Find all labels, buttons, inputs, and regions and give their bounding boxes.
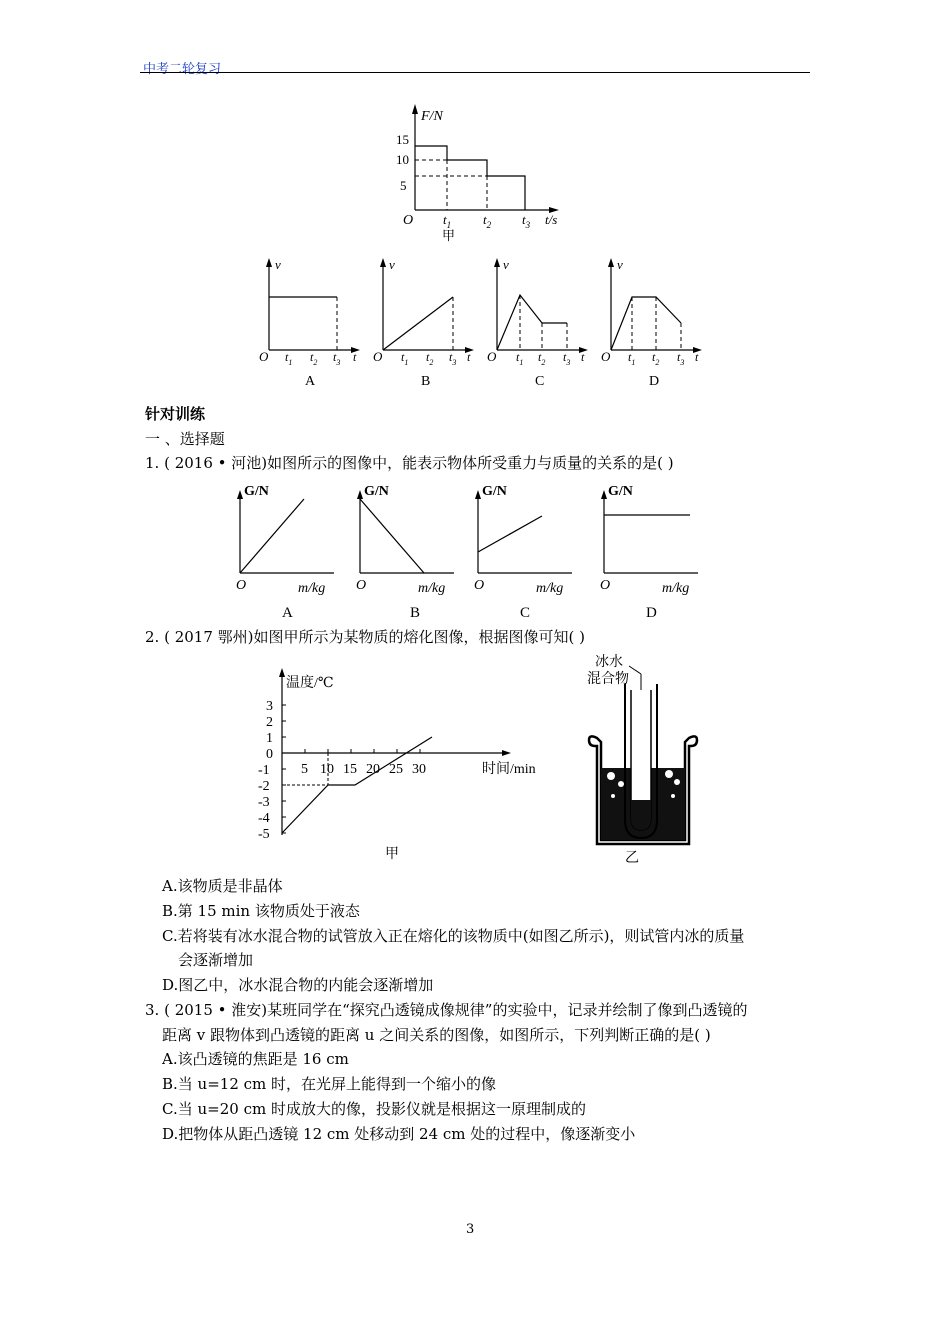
x-tick-label: 25: [389, 762, 403, 777]
m-axis-label: m/kg: [298, 581, 326, 596]
section-subtitle: 一 、选择题: [145, 430, 225, 448]
question-1-stem: 1. ( 2016 • 河池)如图所示的图像中，能表示物体所受重力与质量的关系的是( ): [145, 454, 674, 472]
tick-t3: $t_3$: [677, 350, 685, 367]
origin-label: O: [259, 349, 269, 364]
vt-graph-d: [601, 257, 702, 389]
tick-t2: $t_2$: [310, 350, 318, 367]
tick-t1: $t_1$: [628, 350, 636, 367]
q2-option-a: A.该物质是非晶体: [162, 877, 283, 895]
graph-caption-b: B: [410, 605, 421, 621]
g-axis-label: G/N: [364, 484, 389, 499]
origin-label: O: [487, 349, 497, 364]
v-axis-label: v: [389, 257, 395, 272]
page-number: 3: [466, 1222, 475, 1237]
g-axis-label: G/N: [482, 484, 507, 499]
x-tick: $t_1$: [443, 212, 452, 230]
q1-graph-b: [356, 484, 454, 621]
t-axis-label: t: [581, 350, 585, 364]
tick-t2: $t_2$: [426, 350, 434, 367]
x-tick-label: 15: [343, 762, 357, 777]
q2-option-d: D.图乙中，冰水混合物的内能会逐渐增加: [162, 976, 434, 994]
q1-graph-d: [600, 484, 698, 621]
x-tick-label: 5: [301, 762, 308, 777]
graph-caption-c: C: [520, 605, 531, 621]
question-3-stem: 3. ( 2015 • 淮安)某班同学在“探究凸透镜成像规律”的实验中，记录并绘制了像到凸透镜的: [145, 1001, 748, 1019]
force-time-graph: [385, 100, 585, 243]
origin-label: O: [600, 578, 611, 593]
header-title: 中考二轮复习: [143, 62, 222, 77]
x-tick: $t_2$: [483, 212, 492, 230]
q2-option-b: B.第 15 min 该物质处于液态: [162, 902, 360, 920]
question-2-stem: 2. ( 2017 鄂州)如图甲所示为某物质的熔化图像，根据图像可知( ): [145, 628, 585, 646]
q1-graph-a: [236, 484, 334, 621]
y-tick: 15: [396, 132, 409, 147]
q3-option-c: C.当 u=20 cm 时成放大的像，投影仪就是根据这一原理制成的: [162, 1100, 586, 1118]
graph-caption-a: A: [282, 605, 293, 621]
graph-caption-d: D: [646, 605, 657, 621]
tick-t1: $t_1$: [285, 350, 293, 367]
question-3-stem-cont: 距离 v 跟物体到凸透镜的距离 u 之间关系的图像，如图所示，下列判断正确的是( ): [162, 1026, 711, 1044]
temperature-axis-label: 温度/℃: [286, 676, 334, 691]
x-tick-label: 20: [366, 762, 380, 777]
tick-t1: $t_1$: [401, 350, 409, 367]
q2-option-c-cont: 会逐渐增加: [178, 951, 254, 969]
figure-caption: 甲: [442, 228, 456, 243]
graph-caption-b: B: [421, 374, 431, 389]
label-mixture: 混合物: [587, 672, 629, 687]
vt-graph-b: [373, 257, 474, 389]
m-axis-label: m/kg: [418, 581, 446, 596]
y-tick-label: 2: [266, 715, 273, 730]
m-axis-label: m/kg: [536, 581, 564, 596]
melting-curve-chart: [250, 665, 550, 875]
x-tick: $t_3$: [522, 212, 531, 230]
origin-label: O: [373, 349, 383, 364]
origin-label: O: [236, 578, 247, 593]
origin-label: O: [601, 349, 611, 364]
g-axis-label: G/N: [244, 484, 269, 499]
y-tick-label: -2: [258, 779, 270, 794]
figure-caption: 乙: [625, 851, 639, 866]
v-axis-label: v: [503, 257, 509, 272]
y-tick: 5: [400, 178, 407, 193]
y-tick-label: 0: [266, 747, 273, 762]
tick-t2: $t_2$: [538, 350, 546, 367]
x-axis-label: t/s: [545, 212, 558, 227]
y-tick: 10: [396, 152, 409, 167]
t-axis-label: t: [353, 350, 357, 364]
y-tick-label: -4: [258, 811, 270, 826]
q3-option-b: B.当 u=12 cm 时，在光屏上能得到一个缩小的像: [162, 1075, 497, 1093]
v-axis-label: v: [275, 257, 281, 272]
q3-option-a: A.该凸透镜的焦距是 16 cm: [162, 1050, 349, 1068]
time-axis-label: 时间/min: [482, 762, 536, 777]
tick-t1: $t_1$: [516, 350, 524, 367]
x-tick-label: 30: [412, 762, 426, 777]
y-tick-label: 3: [266, 699, 273, 714]
origin-label: O: [474, 578, 485, 593]
section-title: 针对训练: [145, 405, 206, 423]
t-axis-label: t: [695, 350, 699, 364]
y-tick-label: 1: [266, 731, 273, 746]
t-axis-label: t: [467, 350, 471, 364]
graph-caption-a: A: [305, 374, 316, 389]
y-tick-label: -5: [258, 827, 270, 842]
x-tick-label: 10: [320, 762, 334, 777]
origin-label: O: [403, 213, 414, 228]
q1-graph-c: [474, 484, 572, 621]
tick-t3: $t_3$: [449, 350, 457, 367]
graph-caption-d: D: [649, 374, 660, 389]
graph-caption-c: C: [535, 374, 545, 389]
q3-option-d: D.把物体从距凸透镜 12 cm 处移动到 24 cm 处的过程中，像逐渐变小: [162, 1125, 636, 1143]
m-axis-label: m/kg: [662, 581, 690, 596]
figure-caption: 甲: [385, 847, 399, 862]
label-ice-water: 冰水: [595, 655, 623, 670]
vt-graph-c: [487, 257, 588, 389]
v-axis-label: v: [617, 257, 623, 272]
beaker-diagram: [585, 650, 705, 865]
q1-graphs: [228, 477, 718, 622]
vt-graphs: [255, 255, 715, 390]
tick-t3: $t_3$: [563, 350, 571, 367]
vt-graph-a: [259, 257, 360, 389]
q2-option-c: C.若将装有冰水混合物的试管放入正在熔化的该物质中(如图乙所示)，则试管内冰的质量: [162, 927, 745, 945]
y-axis-label: F/N: [421, 109, 443, 124]
tick-t3: $t_3$: [333, 350, 341, 367]
y-tick-label: -1: [258, 763, 270, 778]
y-tick-label: -3: [258, 795, 270, 810]
header-divider: [140, 72, 810, 73]
tick-t2: $t_2$: [652, 350, 660, 367]
g-axis-label: G/N: [608, 484, 633, 499]
origin-label: O: [356, 578, 367, 593]
